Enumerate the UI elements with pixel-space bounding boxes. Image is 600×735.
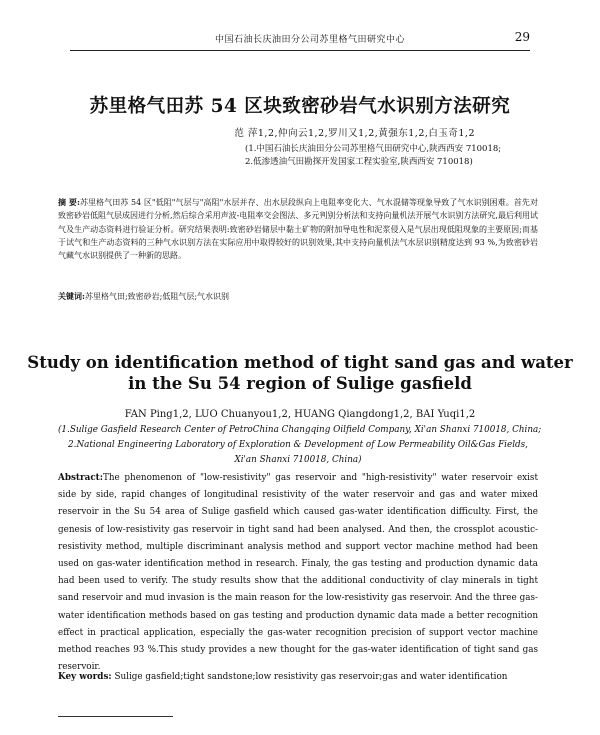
- english-abstract: [58, 470, 538, 676]
- english-title: [0, 352, 600, 394]
- chinese-abstract-text: 苏里格气田苏 54 区"低阻"气层与"高阻"水层并存、出水层段纵向上电阻率变化大、气水混储等现象导致了气水识别困难。首先对致密砂岩低阻气层成因进行分析,然后综合采用声波-电阻率交会图法、多元判别分析法和支持向量机法开展气水识别方法研究,最后利用试气及生产动态资料进行验证分析。研究结果表明:致密砂岩储层中黏土矿物的附加导电性和泥浆侵入是气层出现低阻现象的主要原因;而基于试气和生产动态资料的三种气水识别方法在实际应用中取得较好的识别效果,其中支持向量机法气水层识别精度达到 93 %,为致密砂岩气藏气水识别提供了一种新的思路。: [58, 198, 538, 261]
- page-number: 29: [514, 30, 530, 44]
- chinese-abstract-label: 摘 要:: [58, 197, 80, 207]
- english-title-line-2: in the Su 54 region of Sulige gasfield: [128, 374, 472, 393]
- english-keywords-label: Key words:: [58, 672, 112, 682]
- english-affiliations: [58, 423, 542, 468]
- chinese-title: 苏里格气田苏 54 区块致密砂岩气水识别方法研究: [89, 96, 511, 117]
- chinese-keywords-text: 苏里格气田;致密砂岩;低阻气层;气水识别: [84, 292, 230, 301]
- english-keywords-text: Sulige gasfield;tight sandstone;low resistivity gas reservoir;gas and water identification: [114, 672, 508, 682]
- chinese-keywords: [58, 290, 538, 303]
- chinese-authors: 范 萍1,2,仲向云1,2,罗川又1,2,黄强东1,2,白玉奇1,2: [234, 128, 475, 139]
- english-affiliation-3: Xi'an Shanxi 710018, China): [234, 455, 362, 465]
- english-authors: FAN Ping1,2, LUO Chuanyou1,2, HUANG Qiangdong1,2, BAI Yuqi1,2: [124, 409, 476, 420]
- english-abstract-text: The phenomenon of "low-resistivity" gas reservoir and "high-resistivity" water reservoir exist side by side, rapid changes of longitudinal resistivity of the water reservoir and gas and water mixed reservoir in the Su 54 area of Sulige gasfield which caused gas-water identification difficulty. First, the genesis of low-resistivity gas reservoir in tight sand had been analysed. And then, the crossplot acoustic-resistivity method, multiple discriminant analysis method and support vector machine method had been used on gas-water identification method in research. Finaly, the gas testing and production dynamic data had been used to verify. The study results show that the additional conductivity of clay minerals in tight sand reservoir and mud invasion is the main reason for the low-resistivity gas reservoir. And the three gas-water identification methods based on gas testing and production dynamic data made a better recognition effect in practical application, especially the gas-water recognition precision of support vector machine method reaches 93 %.This study provides a new thought for the gas-water identification of tight sand gas reservoir.: [58, 473, 538, 673]
- running-header: [70, 30, 530, 51]
- chinese-affiliation-1: (1.中国石油长庆油田分公司苏里格气田研究中心,陕西西安 710018;: [245, 144, 502, 154]
- journal-name: 中国石油长庆油田分公司苏里格气田研究中心: [215, 35, 406, 45]
- chinese-affiliation-2: 2.低渗透油气田勘探开发国家工程实验室,陕西西安 710018): [245, 157, 473, 167]
- chinese-abstract: [58, 196, 538, 262]
- footnote-divider: [58, 716, 173, 717]
- english-title-line-1: Study on identification method of tight sand gas and water: [27, 353, 573, 372]
- chinese-keywords-label: 关键词:: [58, 291, 85, 301]
- english-affiliation-1: (1.Sulige Gasfield Research Center of PetroChina Changqing Oilfield Company, Xi'an Shanxi 710018, China;: [58, 425, 542, 435]
- english-keywords: [58, 670, 538, 684]
- english-abstract-label: Abstract:: [58, 473, 103, 483]
- english-affiliation-2: 2.National Engineering Laboratory of Exploration & Development of Low Permeability Oil&Gas Fields,: [68, 440, 528, 450]
